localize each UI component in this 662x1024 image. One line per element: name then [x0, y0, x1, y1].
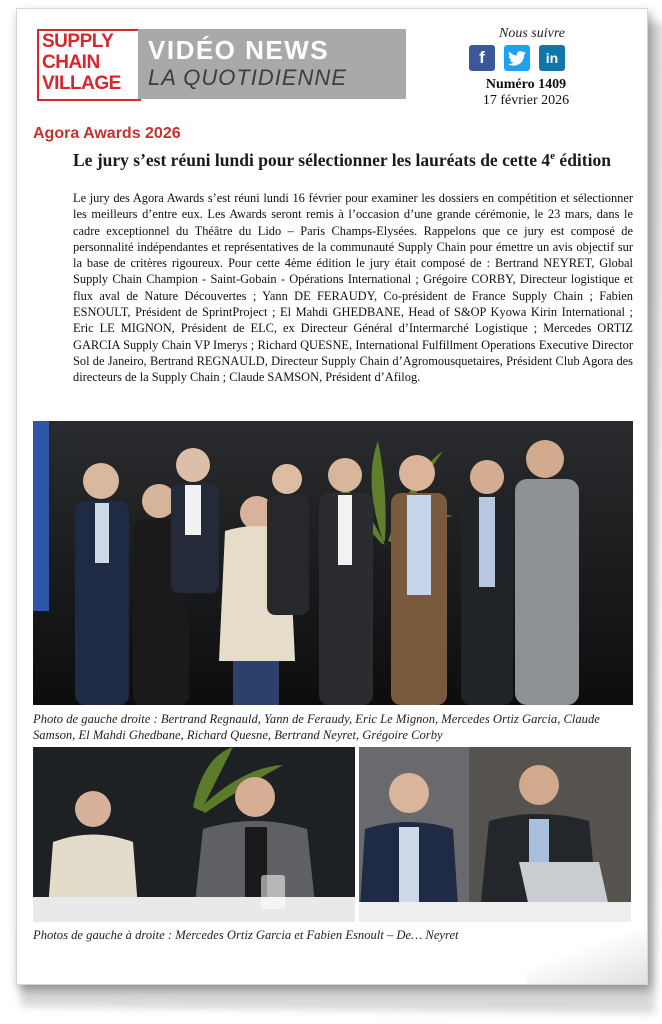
issue-date: 17 février 2026 [482, 93, 570, 108]
newsletter-page [16, 8, 648, 985]
jury-meeting-photo-left [33, 747, 355, 922]
logo-line-1: SUPPLY [42, 31, 114, 52]
facebook-icon[interactable]: f [469, 45, 495, 71]
article-body: Le jury des Agora Awards s’est réuni lundi 16 février pour examiner les dossiers en compétition et sélectionner les meilleurs d’entre eux. Les Awards seront remis à l’occasion d’une grande cérémonie, le 23 mars, dans le cadre exceptionnel du Théâtre du Lido – Paris Champs-Elysées. Rappelons que ce jury est composé de personnalité indépendantes et représentatives de la communauté Supply Chain pour émettre un avis objectif sur la base de critères rigoureux. Pour cette 4ème édition le jury était composé de : Bertrand NEYRET, Global Supply Chain Champion - Saint-Gobain - Opérations International ; Grégoire CORBY, Directeur logistique et flux aval de Nature Découvertes ; Yann DE FERAUDY, Co-président de France Supply Chain ; Fabien ESNOULT, Président de SprintProject ; El Mahdi GHEDBANE, Head of S&OP Kyowa Kirin International ; Eric LE MIGNON, Président de ELC, ex Directeur Général d’Intermarché Logistique ; Mercedes ORTIZ GARCIA Supply Chain VP Imerys ; Richard QUESNE, International Fulfillment Operations Executive Director Sol de Janeiro, Bertrand REGNAULD, Directeur Supply Chain d’Agromousquetaires, Président Club Agora des directeurs de la Supply Chain ; Claude SAMSON, Président d’Afilog. [73, 191, 633, 385]
logo-line-3: VILLAGE [42, 73, 121, 94]
headline-superscript: e [550, 150, 556, 162]
linkedin-icon[interactable]: in [539, 45, 565, 71]
headline-main: Le jury s’est réuni lundi pour sélectionner les lauréats de cette 4 [73, 149, 551, 170]
bottom-photos-caption: Photos de gauche à droite : Mercedes Ortiz Garcia et Fabien Esnoult – De… Neyret [33, 928, 459, 942]
section-title: Agora Awards 2026 [33, 125, 181, 142]
social-links [469, 45, 565, 71]
video-news-banner [138, 29, 406, 99]
follow-label: Nous suivre [499, 26, 565, 41]
banner-subtitle: LA QUOTIDIENNE [148, 65, 347, 90]
twitter-icon[interactable] [504, 45, 530, 71]
page-curl [527, 924, 647, 984]
group-photo-caption: Photo de gauche droite : Bertrand Regnauld, Yann de Feraudy, Eric Le Mignon, Mercedes Ortiz Garcia, Claude Samson, El Mahdi Ghedbane, Richard Quesne, Bertrand Neyret, Grégoire Corby [33, 712, 600, 742]
logo-line-2: CHAIN [42, 52, 100, 73]
headline-end: édition [555, 149, 611, 170]
banner-title: VIDÉO NEWS [148, 35, 330, 65]
jury-meeting-photo-right [359, 747, 631, 922]
issue-number: Numéro 1409 [485, 77, 567, 92]
supply-chain-village-logo[interactable] [37, 29, 141, 101]
jury-group-photo [33, 421, 633, 705]
article-headline [73, 147, 613, 170]
